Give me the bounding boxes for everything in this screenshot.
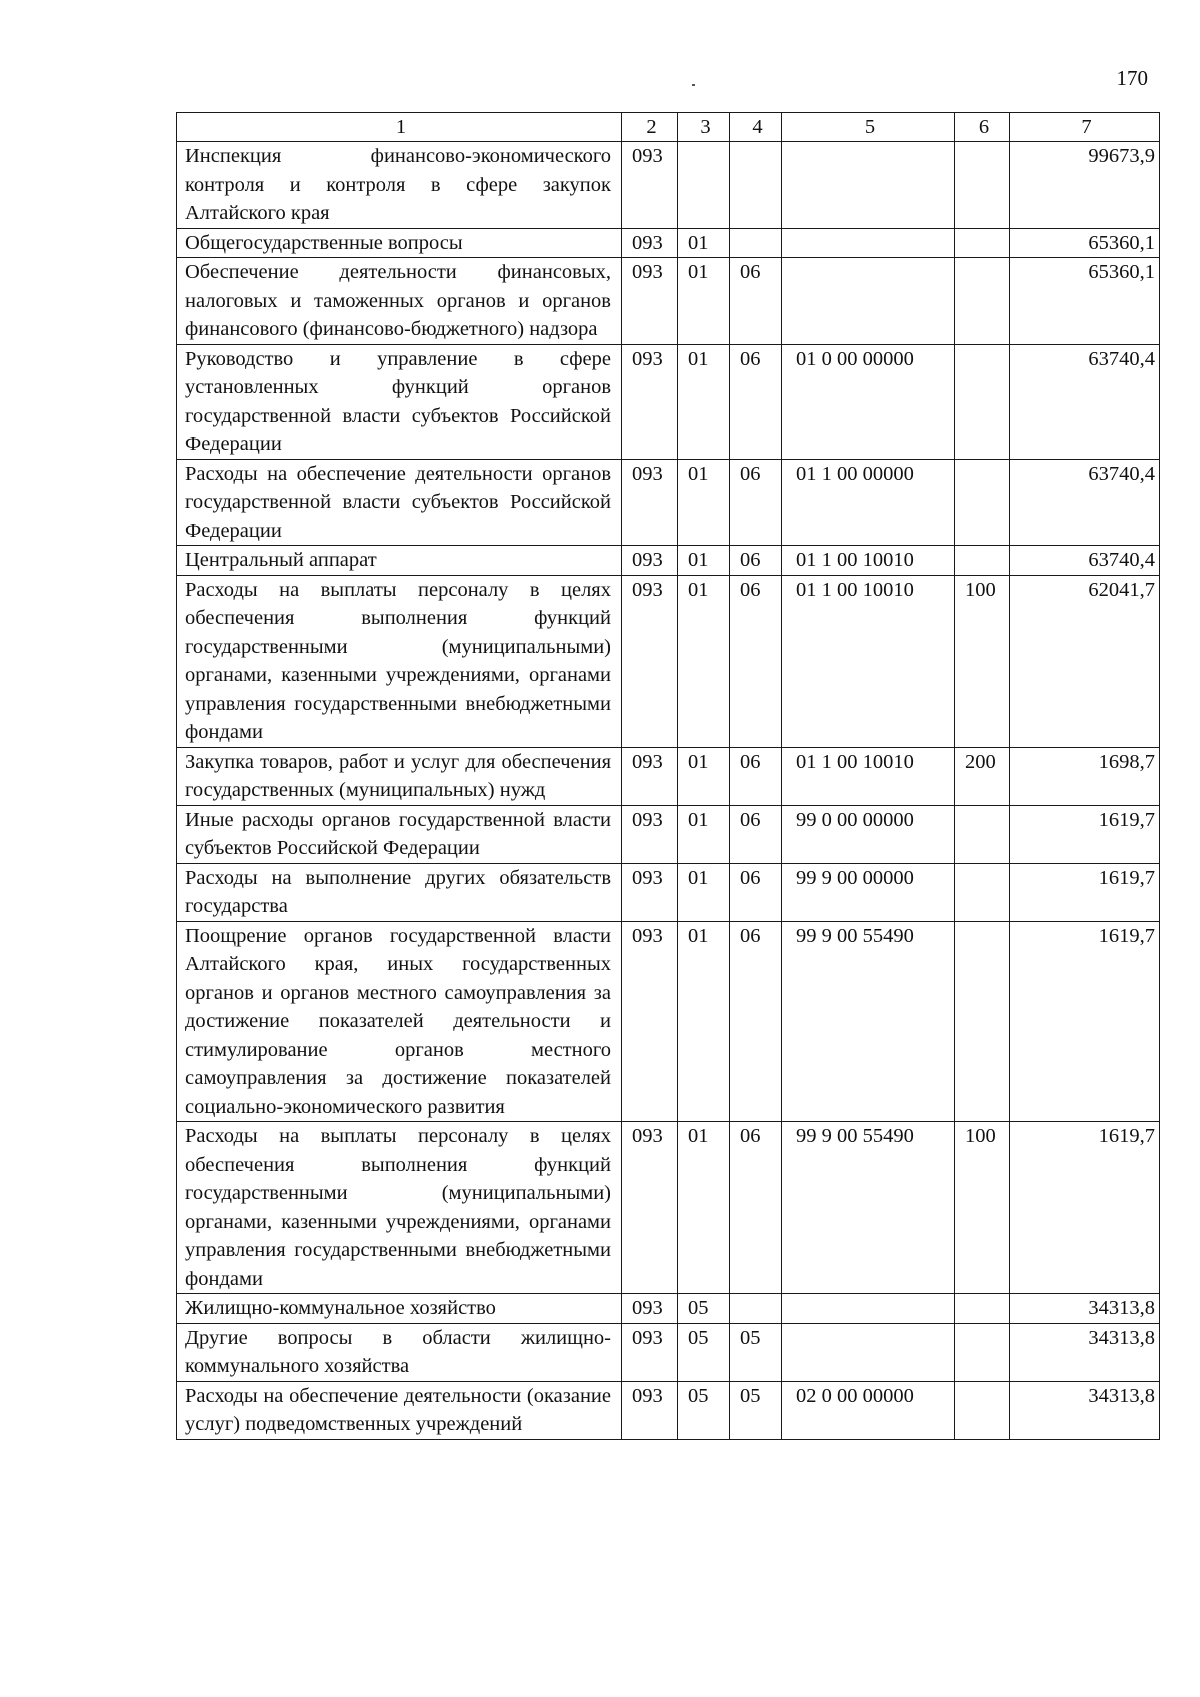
- razdel-code-cell: 05: [678, 1381, 730, 1439]
- table-row: [177, 546, 1160, 576]
- table-row: [177, 344, 1160, 459]
- glava-code-cell: 093: [622, 747, 678, 805]
- razdel-code-cell: 01: [678, 258, 730, 345]
- row-name-cell: Руководство и управление в сфере установленных функций органов государственной власти субъектов Российской Федерации: [177, 344, 622, 459]
- glava-code-cell: 093: [622, 258, 678, 345]
- expense-type-code-cell: 200: [955, 747, 1010, 805]
- amount-cell: 1619,7: [1010, 921, 1160, 1122]
- header-cell-2: 2: [622, 113, 678, 142]
- podrazdel-code-cell: 06: [730, 747, 782, 805]
- razdel-code-cell: 01: [678, 747, 730, 805]
- table-row: [177, 1122, 1160, 1294]
- amount-cell: 62041,7: [1010, 575, 1160, 747]
- amount-cell: 99673,9: [1010, 142, 1160, 229]
- target-article-code-cell: 01 1 00 10010: [782, 575, 955, 747]
- razdel-code-cell: 01: [678, 921, 730, 1122]
- expense-type-code-cell: [955, 1294, 1010, 1324]
- razdel-code-cell: 05: [678, 1323, 730, 1381]
- header-cell-4: 4: [730, 113, 782, 142]
- razdel-code-cell: 01: [678, 1122, 730, 1294]
- glava-code-cell: 093: [622, 863, 678, 921]
- glava-code-cell: 093: [622, 1122, 678, 1294]
- table-row: [177, 863, 1160, 921]
- glava-code-cell: 093: [622, 1294, 678, 1324]
- page-number: 170: [1116, 66, 1148, 90]
- budget-table: [176, 112, 1160, 1440]
- amount-cell: 63740,4: [1010, 344, 1160, 459]
- expense-type-code-cell: [955, 921, 1010, 1122]
- target-article-code-cell: [782, 142, 955, 229]
- header-cell-5: 5: [782, 113, 955, 142]
- scan-artifact-mark: [692, 84, 695, 86]
- row-name-cell: Инспекция финансово-экономического контроля и контроля в сфере закупок Алтайского края: [177, 142, 622, 229]
- podrazdel-code-cell: 05: [730, 1323, 782, 1381]
- row-name-cell: Жилищно-коммунальное хозяйство: [177, 1294, 622, 1324]
- table-row: [177, 258, 1160, 345]
- amount-cell: 63740,4: [1010, 459, 1160, 546]
- row-name-cell: Поощрение органов государственной власти Алтайского края, иных государственных органов и органов местного самоуправления за достижение показателей деятельности и стимулирование органов местного самоуправления за достижение показателей социально-экономического развития: [177, 921, 622, 1122]
- razdel-code-cell: 01: [678, 459, 730, 546]
- glava-code-cell: 093: [622, 1381, 678, 1439]
- header-cell-6: 6: [955, 113, 1010, 142]
- podrazdel-code-cell: [730, 228, 782, 258]
- target-article-code-cell: 01 0 00 00000: [782, 344, 955, 459]
- razdel-code-cell: 01: [678, 863, 730, 921]
- expense-type-code-cell: [955, 142, 1010, 229]
- podrazdel-code-cell: [730, 142, 782, 229]
- amount-cell: 65360,1: [1010, 228, 1160, 258]
- target-article-code-cell: 02 0 00 00000: [782, 1381, 955, 1439]
- table-row: [177, 747, 1160, 805]
- expense-type-code-cell: [955, 805, 1010, 863]
- razdel-code-cell: 05: [678, 1294, 730, 1324]
- amount-cell: 1698,7: [1010, 747, 1160, 805]
- podrazdel-code-cell: 06: [730, 459, 782, 546]
- target-article-code-cell: [782, 258, 955, 345]
- table-header-row: [177, 113, 1160, 142]
- row-name-cell: Закупка товаров, работ и услуг для обеспечения государственных (муниципальных) нужд: [177, 747, 622, 805]
- expense-type-code-cell: [955, 863, 1010, 921]
- podrazdel-code-cell: 06: [730, 258, 782, 345]
- target-article-code-cell: 01 1 00 10010: [782, 747, 955, 805]
- table-row: [177, 459, 1160, 546]
- row-name-cell: Расходы на выполнение других обязательств государства: [177, 863, 622, 921]
- expense-type-code-cell: [955, 546, 1010, 576]
- razdel-code-cell: 01: [678, 546, 730, 576]
- glava-code-cell: 093: [622, 344, 678, 459]
- amount-cell: 1619,7: [1010, 805, 1160, 863]
- amount-cell: 34313,8: [1010, 1381, 1160, 1439]
- expense-type-code-cell: [955, 228, 1010, 258]
- amount-cell: 63740,4: [1010, 546, 1160, 576]
- header-cell-7: 7: [1010, 113, 1160, 142]
- amount-cell: 1619,7: [1010, 1122, 1160, 1294]
- expense-type-code-cell: 100: [955, 575, 1010, 747]
- header-cell-3: 3: [678, 113, 730, 142]
- target-article-code-cell: 99 0 00 00000: [782, 805, 955, 863]
- target-article-code-cell: 99 9 00 00000: [782, 863, 955, 921]
- table-row: [177, 805, 1160, 863]
- razdel-code-cell: 01: [678, 575, 730, 747]
- podrazdel-code-cell: 06: [730, 863, 782, 921]
- table-row: [177, 575, 1160, 747]
- header-cell-1: 1: [177, 113, 622, 142]
- glava-code-cell: 093: [622, 805, 678, 863]
- podrazdel-code-cell: 06: [730, 805, 782, 863]
- amount-cell: 34313,8: [1010, 1323, 1160, 1381]
- target-article-code-cell: 01 1 00 10010: [782, 546, 955, 576]
- target-article-code-cell: [782, 228, 955, 258]
- expense-type-code-cell: [955, 258, 1010, 345]
- row-name-cell: Общегосударственные вопросы: [177, 228, 622, 258]
- table-row: [177, 1381, 1160, 1439]
- expense-type-code-cell: [955, 1381, 1010, 1439]
- razdel-code-cell: 01: [678, 344, 730, 459]
- podrazdel-code-cell: 06: [730, 575, 782, 747]
- row-name-cell: Расходы на обеспечение деятельности органов государственной власти субъектов Российской Федерации: [177, 459, 622, 546]
- razdel-code-cell: 01: [678, 805, 730, 863]
- row-name-cell: Центральный аппарат: [177, 546, 622, 576]
- amount-cell: 65360,1: [1010, 258, 1160, 345]
- glava-code-cell: 093: [622, 921, 678, 1122]
- glava-code-cell: 093: [622, 575, 678, 747]
- target-article-code-cell: 01 1 00 00000: [782, 459, 955, 546]
- podrazdel-code-cell: 06: [730, 344, 782, 459]
- razdel-code-cell: [678, 142, 730, 229]
- podrazdel-code-cell: 06: [730, 546, 782, 576]
- table-row: [177, 142, 1160, 229]
- podrazdel-code-cell: 05: [730, 1381, 782, 1439]
- target-article-code-cell: [782, 1294, 955, 1324]
- row-name-cell: Обеспечение деятельности финансовых, налоговых и таможенных органов и органов финансового (финансово-бюджетного) надзора: [177, 258, 622, 345]
- amount-cell: 1619,7: [1010, 863, 1160, 921]
- expense-type-code-cell: [955, 459, 1010, 546]
- podrazdel-code-cell: 06: [730, 1122, 782, 1294]
- row-name-cell: Иные расходы органов государственной власти субъектов Российской Федерации: [177, 805, 622, 863]
- table-row: [177, 1323, 1160, 1381]
- glava-code-cell: 093: [622, 228, 678, 258]
- table-row: [177, 921, 1160, 1122]
- row-name-cell: Расходы на выплаты персоналу в целях обеспечения выполнения функций государственными (муниципальными) органами, казенными учреждениями, органами управления государственными внебюджетными фондами: [177, 1122, 622, 1294]
- podrazdel-code-cell: [730, 1294, 782, 1324]
- table-row: [177, 1294, 1160, 1324]
- table-body: [177, 113, 1160, 1440]
- podrazdel-code-cell: 06: [730, 921, 782, 1122]
- glava-code-cell: 093: [622, 546, 678, 576]
- glava-code-cell: 093: [622, 1323, 678, 1381]
- target-article-code-cell: 99 9 00 55490: [782, 921, 955, 1122]
- glava-code-cell: 093: [622, 142, 678, 229]
- target-article-code-cell: [782, 1323, 955, 1381]
- amount-cell: 34313,8: [1010, 1294, 1160, 1324]
- expense-type-code-cell: 100: [955, 1122, 1010, 1294]
- row-name-cell: Другие вопросы в области жилищно-коммунального хозяйства: [177, 1323, 622, 1381]
- expense-type-code-cell: [955, 1323, 1010, 1381]
- razdel-code-cell: 01: [678, 228, 730, 258]
- glava-code-cell: 093: [622, 459, 678, 546]
- row-name-cell: Расходы на выплаты персоналу в целях обеспечения выполнения функций государственными (муниципальными) органами, казенными учреждениями, органами управления государственными внебюджетными фондами: [177, 575, 622, 747]
- row-name-cell: Расходы на обеспечение деятельности (оказание услуг) подведомственных учреждений: [177, 1381, 622, 1439]
- expense-type-code-cell: [955, 344, 1010, 459]
- target-article-code-cell: 99 9 00 55490: [782, 1122, 955, 1294]
- table-row: [177, 228, 1160, 258]
